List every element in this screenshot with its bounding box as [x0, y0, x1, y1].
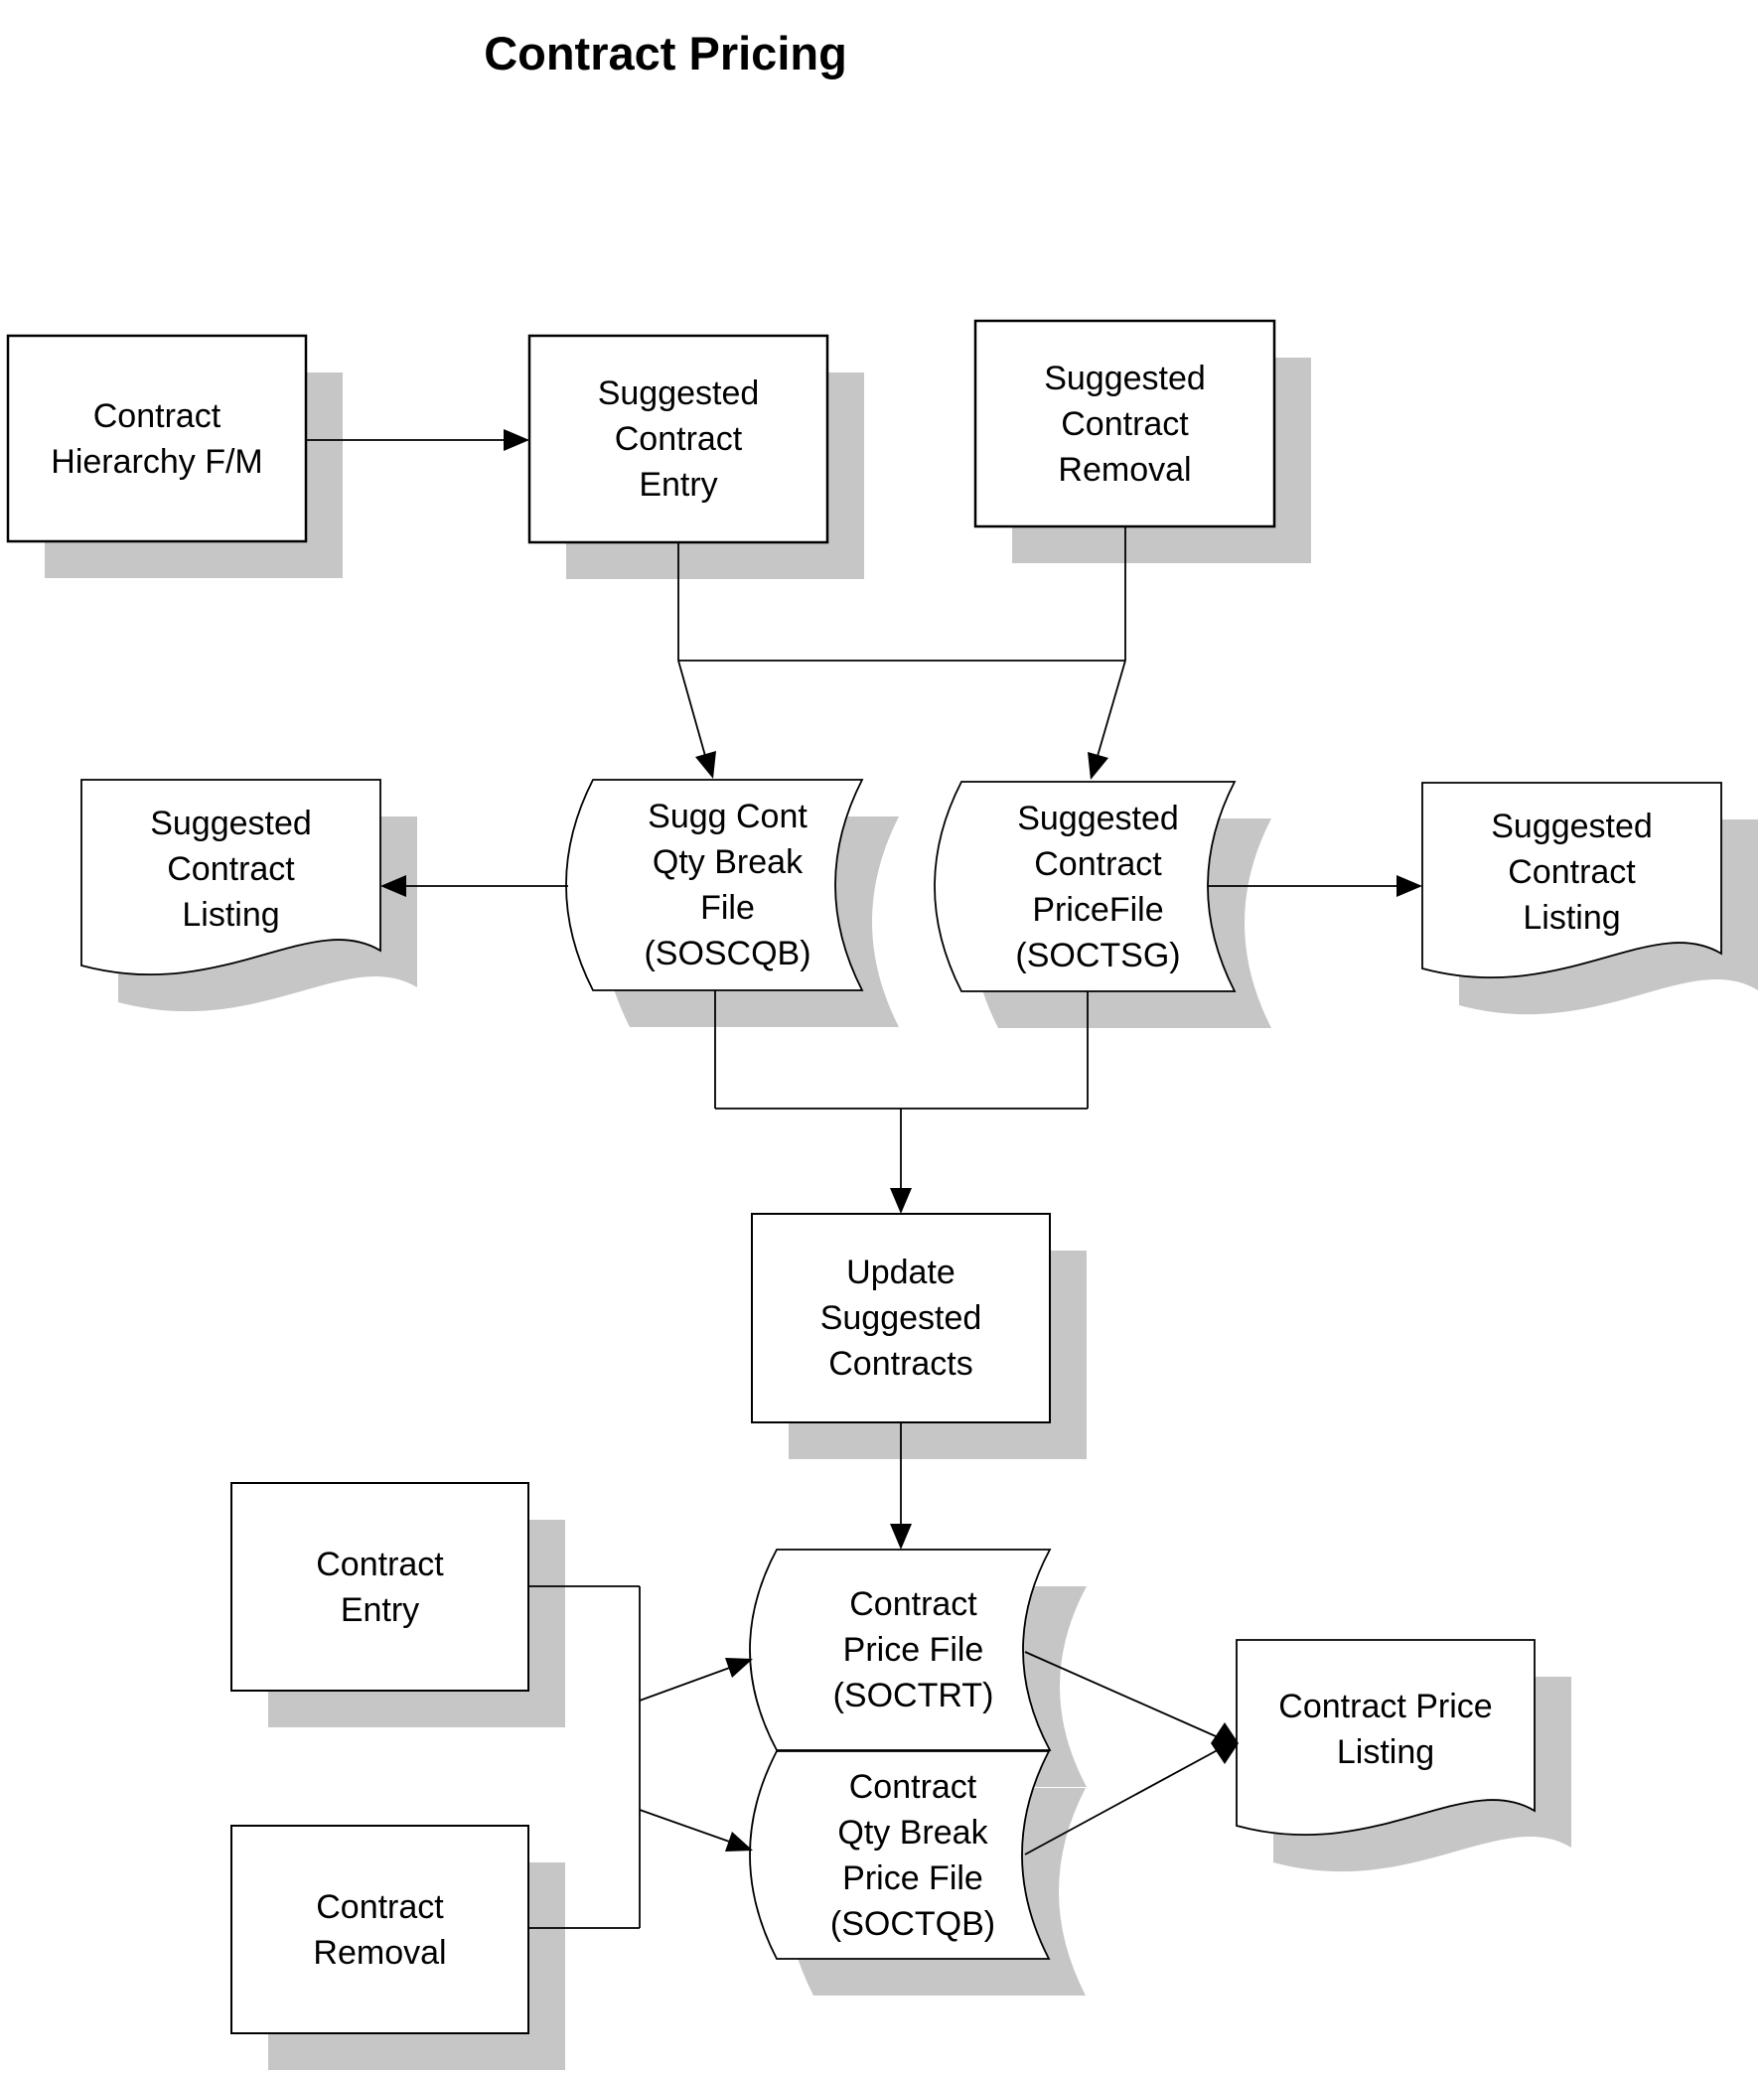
edge-to-soctrt: [640, 1666, 735, 1701]
arrowhead-into-listing-right: [1396, 875, 1422, 897]
node-contract-entry: [231, 1483, 565, 1727]
node-contract-price-listing: [1237, 1640, 1571, 1871]
node-update-suggested-contracts: [752, 1214, 1087, 1459]
label-contract-removal: Contract Removal: [313, 1887, 447, 1972]
node-contract-hierarchy-fm: [8, 336, 343, 578]
suggested-contract-entry-box: [529, 336, 827, 542]
label-contract-entry: Contract Entry: [316, 1545, 444, 1629]
update-suggested-contracts-box: [752, 1214, 1050, 1422]
node-suggested-contract-removal: [975, 321, 1311, 563]
label-update-suggested-contracts: Update Suggested Contracts: [819, 1254, 982, 1383]
contract-hierarchy-fm-box: [8, 336, 306, 541]
node-sugg-cont-qty-break-file: [566, 780, 899, 1027]
node-suggested-contract-pricefile: [935, 782, 1271, 1028]
label-sugg-cont-qty-break-file: Sugg Cont Qty Break File (SOSCQB): [644, 798, 811, 972]
page-title: Contract Pricing: [484, 26, 847, 79]
arrowhead-into-soctsg: [1088, 752, 1108, 780]
label-suggested-contract-listing-right: Suggested Contract Listing: [1491, 808, 1653, 937]
label-suggested-contract-removal: Suggested Contract Removal: [1044, 359, 1206, 489]
contract-removal-box: [231, 1826, 528, 2033]
arrowhead-into-soscqb: [695, 751, 716, 779]
soctqb-file: [750, 1751, 1049, 1959]
node-contract-removal: [231, 1826, 565, 2070]
label-contract-price-file: Contract Price File (SOCTRT): [832, 1585, 994, 1714]
node-suggested-contract-listing-left: [81, 780, 417, 1011]
soscqb-file: [566, 780, 862, 990]
soctsg-file: [935, 782, 1235, 991]
edge-to-soctsg: [1096, 661, 1125, 763]
label-contract-qty-break-price-file: Contract Qty Break Price File (SOCTQB): [829, 1767, 996, 1943]
contract-entry-box: [231, 1483, 528, 1691]
arrowhead-into-soctqb-left: [725, 1832, 753, 1852]
label-suggested-contract-listing-left: Suggested Contract Listing: [150, 805, 312, 934]
arrowhead-into-entry: [504, 429, 529, 451]
edge-to-soscqb: [678, 661, 707, 763]
label-suggested-contract-pricefile: Suggested Contract PriceFile (SOCTSG): [1015, 799, 1181, 974]
edge-to-soctqb: [640, 1810, 735, 1844]
suggested-contract-removal-box: [975, 321, 1274, 526]
arrowhead-into-update: [890, 1188, 912, 1214]
arrowhead-diamond-into-price-listing: [1211, 1722, 1239, 1764]
soctrt-file: [750, 1550, 1050, 1750]
label-contract-price-listing: Contract Price Listing: [1278, 1688, 1493, 1771]
node-suggested-contract-listing-right: [1422, 783, 1758, 1014]
label-suggested-contract-entry: Suggested Contract Entry: [597, 374, 760, 504]
arrowhead-into-soctrt-top: [890, 1524, 912, 1550]
node-suggested-contract-entry: [529, 336, 864, 579]
arrowhead-into-soctrt-left: [725, 1658, 753, 1678]
node-contract-qty-break-price-file: [750, 1751, 1086, 1996]
label-contract-hierarchy-fm: Contract Hierarchy F/M: [51, 396, 263, 481]
